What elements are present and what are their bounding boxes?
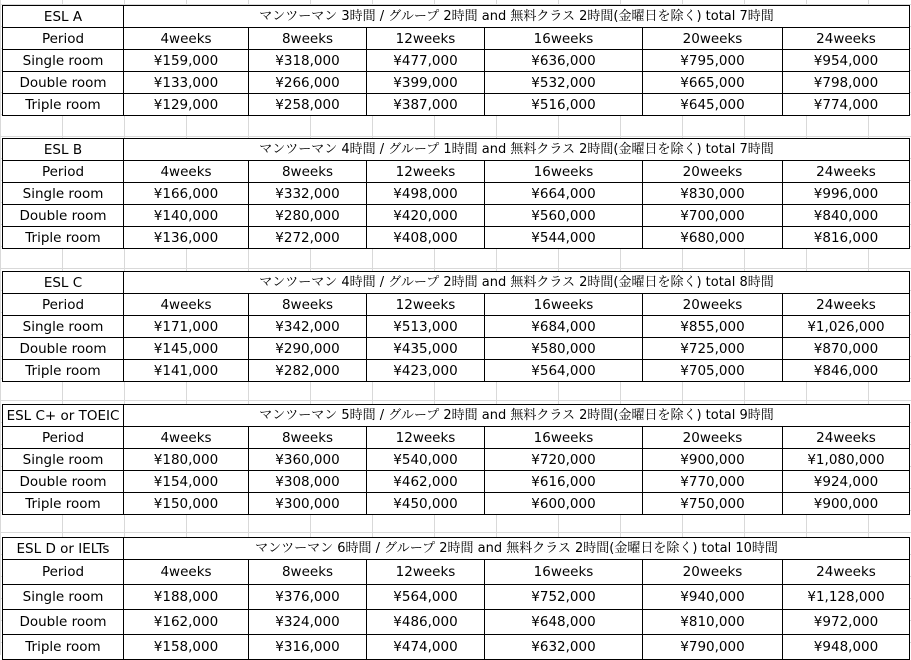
price-cell: ¥684,000 xyxy=(485,316,643,338)
table-row xyxy=(3,205,910,227)
plan-name: ESL D or IELTs xyxy=(3,538,124,560)
room-type: Double room xyxy=(3,338,124,360)
weeks-header: 8weeks xyxy=(249,294,367,316)
price-cell: ¥870,000 xyxy=(783,338,910,360)
price-cell: ¥636,000 xyxy=(485,50,643,72)
price-cell: ¥830,000 xyxy=(643,183,783,205)
weeks-header: 8weeks xyxy=(249,161,367,183)
plan-description: マンツーマン 6時間 / グループ 2時間 and 無料クラス 2時間(金曜日を除く) total 10時間 xyxy=(124,538,910,560)
price-cell: ¥948,000 xyxy=(783,635,910,660)
room-type: Double room xyxy=(3,205,124,227)
price-cell: ¥308,000 xyxy=(249,471,367,493)
weeks-header: 4weeks xyxy=(124,427,249,449)
table-row xyxy=(3,360,910,382)
price-cell: ¥360,000 xyxy=(249,449,367,471)
price-cell: ¥790,000 xyxy=(643,635,783,660)
price-cell: ¥188,000 xyxy=(124,585,249,610)
period-header: Period xyxy=(3,294,124,316)
price-cell: ¥159,000 xyxy=(124,50,249,72)
weeks-header: 12weeks xyxy=(367,294,485,316)
price-cell: ¥129,000 xyxy=(124,94,249,116)
table-gap xyxy=(0,249,910,271)
price-cell: ¥798,000 xyxy=(783,72,910,94)
price-cell: ¥544,000 xyxy=(485,227,643,249)
price-cell: ¥700,000 xyxy=(643,205,783,227)
price-cell: ¥846,000 xyxy=(783,360,910,382)
weeks-header: 16weeks xyxy=(485,28,643,50)
weeks-header: 20weeks xyxy=(643,28,783,50)
period-header: Period xyxy=(3,28,124,50)
price-cell: ¥166,000 xyxy=(124,183,249,205)
price-cell: ¥136,000 xyxy=(124,227,249,249)
period-header-row xyxy=(3,294,910,316)
price-cell: ¥560,000 xyxy=(485,205,643,227)
period-header: Period xyxy=(3,427,124,449)
price-cell: ¥316,000 xyxy=(249,635,367,660)
room-type: Single room xyxy=(3,316,124,338)
price-cell: ¥705,000 xyxy=(643,360,783,382)
plan-name: ESL A xyxy=(3,6,124,28)
table-row xyxy=(3,183,910,205)
price-cell: ¥900,000 xyxy=(643,449,783,471)
room-type: Single room xyxy=(3,183,124,205)
price-cell: ¥133,000 xyxy=(124,72,249,94)
price-cell: ¥387,000 xyxy=(367,94,485,116)
price-cell: ¥324,000 xyxy=(249,610,367,635)
table-row xyxy=(3,471,910,493)
price-cell: ¥399,000 xyxy=(367,72,485,94)
price-cell: ¥300,000 xyxy=(249,493,367,515)
period-header-row xyxy=(3,427,910,449)
weeks-header: 20weeks xyxy=(643,161,783,183)
weeks-header: 20weeks xyxy=(643,560,783,585)
room-type: Double room xyxy=(3,471,124,493)
weeks-header: 4weeks xyxy=(124,294,249,316)
weeks-header: 24weeks xyxy=(783,427,910,449)
plan-description: マンツーマン 5時間 / グループ 2時間 and 無料クラス 2時間(金曜日を除く) total 9時間 xyxy=(124,405,910,427)
price-cell: ¥840,000 xyxy=(783,205,910,227)
room-type: Single room xyxy=(3,449,124,471)
price-cell: ¥665,000 xyxy=(643,72,783,94)
plan-table xyxy=(2,537,910,660)
price-cell: ¥816,000 xyxy=(783,227,910,249)
price-cell: ¥450,000 xyxy=(367,493,485,515)
plan-description: マンツーマン 3時間 / グループ 2時間 and 無料クラス 2時間(金曜日を除く) total 7時間 xyxy=(124,6,910,28)
weeks-header: 20weeks xyxy=(643,427,783,449)
weeks-header: 16weeks xyxy=(485,427,643,449)
period-header-row xyxy=(3,28,910,50)
plan-title-row xyxy=(3,272,910,294)
table-row xyxy=(3,493,910,515)
price-cell: ¥342,000 xyxy=(249,316,367,338)
room-type: Triple room xyxy=(3,227,124,249)
price-cell: ¥924,000 xyxy=(783,471,910,493)
plan-description: マンツーマン 4時間 / グループ 2時間 and 無料クラス 2時間(金曜日を除く) total 8時間 xyxy=(124,272,910,294)
plan-title-row xyxy=(3,6,910,28)
table-row xyxy=(3,585,910,610)
price-cell: ¥150,000 xyxy=(124,493,249,515)
price-cell: ¥725,000 xyxy=(643,338,783,360)
plan-title-row xyxy=(3,538,910,560)
table-row xyxy=(3,610,910,635)
price-cell: ¥180,000 xyxy=(124,449,249,471)
weeks-header: 8weeks xyxy=(249,28,367,50)
price-cell: ¥318,000 xyxy=(249,50,367,72)
price-cell: ¥600,000 xyxy=(485,493,643,515)
table-row xyxy=(3,316,910,338)
price-cell: ¥664,000 xyxy=(485,183,643,205)
room-type: Triple room xyxy=(3,94,124,116)
room-type: Double room xyxy=(3,72,124,94)
weeks-header: 8weeks xyxy=(249,560,367,585)
weeks-header: 16weeks xyxy=(485,294,643,316)
price-cell: ¥795,000 xyxy=(643,50,783,72)
price-cell: ¥462,000 xyxy=(367,471,485,493)
plan-title-row xyxy=(3,139,910,161)
period-header-row xyxy=(3,560,910,585)
weeks-header: 4weeks xyxy=(124,560,249,585)
plan-description: マンツーマン 4時間 / グループ 1時間 and 無料クラス 2時間(金曜日を除く) total 7時間 xyxy=(124,139,910,161)
room-type: Triple room xyxy=(3,493,124,515)
price-cell: ¥972,000 xyxy=(783,610,910,635)
weeks-header: 12weeks xyxy=(367,161,485,183)
price-cell: ¥564,000 xyxy=(485,360,643,382)
price-cell: ¥680,000 xyxy=(643,227,783,249)
room-type: Triple room xyxy=(3,360,124,382)
weeks-header: 12weeks xyxy=(367,28,485,50)
weeks-header: 24weeks xyxy=(783,294,910,316)
table-row xyxy=(3,72,910,94)
price-cell: ¥770,000 xyxy=(643,471,783,493)
room-type: Double room xyxy=(3,610,124,635)
price-cell: ¥282,000 xyxy=(249,360,367,382)
price-cell: ¥158,000 xyxy=(124,635,249,660)
period-header-row xyxy=(3,161,910,183)
weeks-header: 20weeks xyxy=(643,294,783,316)
price-cell: ¥141,000 xyxy=(124,360,249,382)
price-cell: ¥140,000 xyxy=(124,205,249,227)
price-cell: ¥423,000 xyxy=(367,360,485,382)
price-cell: ¥145,000 xyxy=(124,338,249,360)
plan-table xyxy=(2,404,910,515)
price-cell: ¥1,128,000 xyxy=(783,585,910,610)
price-cell: ¥162,000 xyxy=(124,610,249,635)
price-cell: ¥258,000 xyxy=(249,94,367,116)
price-cell: ¥720,000 xyxy=(485,449,643,471)
price-cell: ¥498,000 xyxy=(367,183,485,205)
table-gap xyxy=(0,382,910,404)
price-cell: ¥774,000 xyxy=(783,94,910,116)
weeks-header: 12weeks xyxy=(367,560,485,585)
room-type: Single room xyxy=(3,585,124,610)
price-cell: ¥420,000 xyxy=(367,205,485,227)
weeks-header: 8weeks xyxy=(249,427,367,449)
price-cell: ¥408,000 xyxy=(367,227,485,249)
plan-table xyxy=(2,271,910,382)
price-cell: ¥516,000 xyxy=(485,94,643,116)
price-tables xyxy=(0,5,910,660)
price-cell: ¥435,000 xyxy=(367,338,485,360)
period-header: Period xyxy=(3,560,124,585)
price-cell: ¥376,000 xyxy=(249,585,367,610)
price-cell: ¥810,000 xyxy=(643,610,783,635)
price-cell: ¥580,000 xyxy=(485,338,643,360)
table-gap xyxy=(0,515,910,537)
plan-table xyxy=(2,5,910,116)
room-type: Triple room xyxy=(3,635,124,660)
price-cell: ¥272,000 xyxy=(249,227,367,249)
table-row xyxy=(3,338,910,360)
price-cell: ¥1,080,000 xyxy=(783,449,910,471)
plan-name: ESL C+ or TOEIC xyxy=(3,405,124,427)
price-cell: ¥752,000 xyxy=(485,585,643,610)
weeks-header: 24weeks xyxy=(783,161,910,183)
table-gap xyxy=(0,116,910,138)
weeks-header: 4weeks xyxy=(124,28,249,50)
price-cell: ¥1,026,000 xyxy=(783,316,910,338)
table-row xyxy=(3,50,910,72)
price-cell: ¥280,000 xyxy=(249,205,367,227)
price-cell: ¥940,000 xyxy=(643,585,783,610)
table-row xyxy=(3,94,910,116)
price-cell: ¥290,000 xyxy=(249,338,367,360)
plan-name: ESL C xyxy=(3,272,124,294)
price-cell: ¥954,000 xyxy=(783,50,910,72)
weeks-header: 12weeks xyxy=(367,427,485,449)
price-cell: ¥513,000 xyxy=(367,316,485,338)
price-cell: ¥477,000 xyxy=(367,50,485,72)
weeks-header: 24weeks xyxy=(783,28,910,50)
plan-name: ESL B xyxy=(3,139,124,161)
price-cell: ¥564,000 xyxy=(367,585,485,610)
price-cell: ¥645,000 xyxy=(643,94,783,116)
weeks-header: 24weeks xyxy=(783,560,910,585)
price-cell: ¥632,000 xyxy=(485,635,643,660)
price-cell: ¥266,000 xyxy=(249,72,367,94)
price-cell: ¥540,000 xyxy=(367,449,485,471)
table-row xyxy=(3,635,910,660)
plan-title-row xyxy=(3,405,910,427)
table-row xyxy=(3,449,910,471)
price-cell: ¥616,000 xyxy=(485,471,643,493)
table-row xyxy=(3,227,910,249)
price-cell: ¥486,000 xyxy=(367,610,485,635)
period-header: Period xyxy=(3,161,124,183)
price-cell: ¥855,000 xyxy=(643,316,783,338)
price-cell: ¥532,000 xyxy=(485,72,643,94)
weeks-header: 16weeks xyxy=(485,161,643,183)
price-cell: ¥900,000 xyxy=(783,493,910,515)
price-cell: ¥154,000 xyxy=(124,471,249,493)
price-cell: ¥332,000 xyxy=(249,183,367,205)
plan-table xyxy=(2,138,910,249)
price-cell: ¥750,000 xyxy=(643,493,783,515)
price-cell: ¥171,000 xyxy=(124,316,249,338)
weeks-header: 4weeks xyxy=(124,161,249,183)
price-cell: ¥996,000 xyxy=(783,183,910,205)
room-type: Single room xyxy=(3,50,124,72)
price-cell: ¥648,000 xyxy=(485,610,643,635)
price-cell: ¥474,000 xyxy=(367,635,485,660)
weeks-header: 16weeks xyxy=(485,560,643,585)
